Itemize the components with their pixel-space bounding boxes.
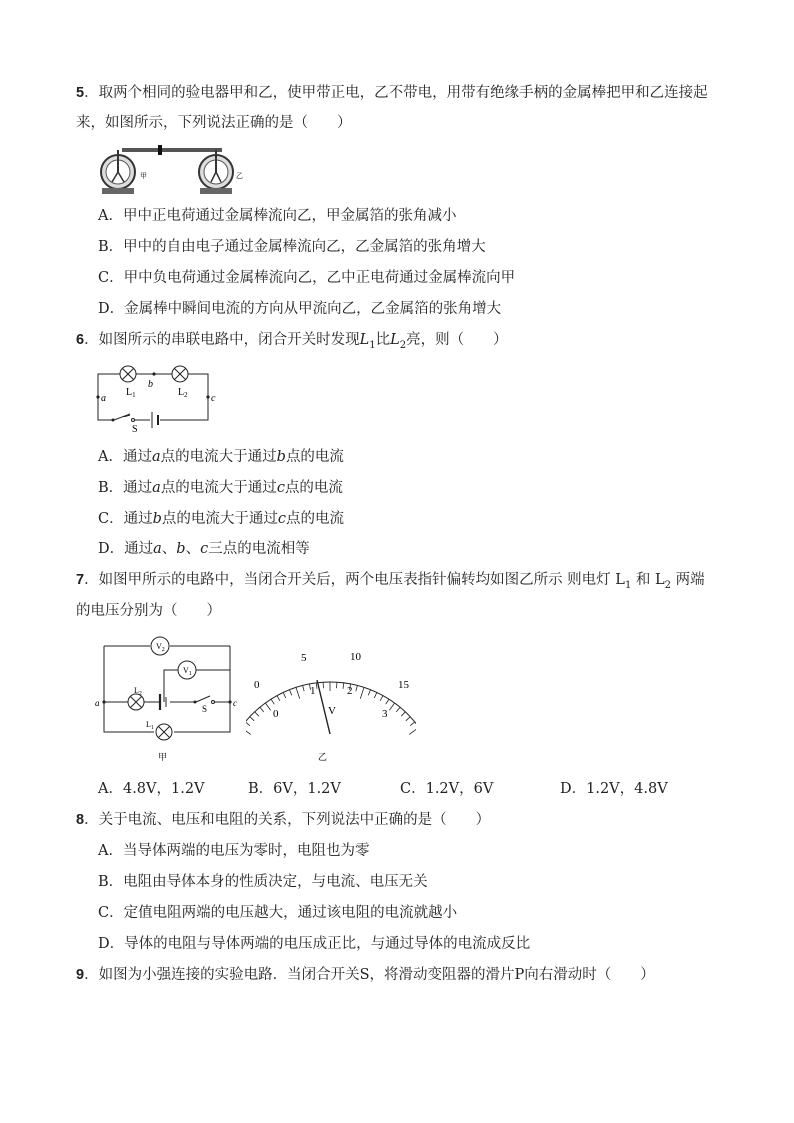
q8-option-a: A．当导体两端的电压为零时，电阻也为零: [98, 843, 370, 859]
lamp-l2-label: $L_2$: [178, 387, 188, 399]
q5-stem-text-1: ．取两个相同的验电器甲和乙，使甲带正电，乙不带电，用带有绝缘手柄的金属棒把甲和乙连接起: [84, 85, 708, 101]
q6-option-b: B．通过a点的电流大于通过c点的电流: [98, 480, 343, 496]
q7-option-c: C．1.2V，6V: [400, 781, 494, 797]
point-a-label: a: [101, 393, 106, 404]
lamp-l1-label: $L_1$: [126, 387, 136, 399]
dial-tick: [386, 699, 389, 704]
dial-tick: [389, 703, 394, 710]
q6-stem: 6．如图所示的串联电路中，闭合开关时发现$L_1$比$L_2$亮，则（ ）: [76, 332, 508, 351]
dial-tick: [303, 685, 304, 691]
q7-voltmeter-dial-figure: [246, 642, 416, 768]
q8-option-c: C．定值电阻两端的电压越大，通过该电阻的电流就越小: [98, 905, 458, 921]
q7-option-b: B．6V，1.2V: [248, 781, 341, 797]
q5-option-a: A．甲中正电荷通过金属棒流向乙，甲金属箔的张角减小: [98, 208, 457, 224]
q8-option-b: B．电阻由导体本身的性质决定，与电流、电压无关: [98, 874, 428, 890]
fig-a-caption: 甲: [158, 752, 168, 762]
q5-option-d: D．金属棒中瞬间电流的方向从甲流向乙，乙金属箔的张角增大: [98, 301, 502, 317]
dial-tick: [316, 683, 317, 689]
unit-v-label: V: [328, 705, 336, 717]
switch-s-label: S: [132, 424, 138, 434]
point-a-label: a: [95, 698, 100, 708]
dial-tick: [343, 683, 344, 689]
q6-number: 6: [76, 332, 85, 348]
q5-number: 5: [76, 85, 85, 101]
q8-option-d: D．导体的电阻与导体两端的电压成正比，与通过导体的电流成反比: [98, 936, 531, 952]
q7-option-d: D．1.2V，4.8V: [560, 781, 668, 797]
dial-tick: [401, 712, 405, 716]
dial-tick: [246, 727, 251, 734]
dial-tick: [255, 712, 259, 716]
q5-option-c: C．甲中负电荷通过金属棒流向乙，乙中正电荷通过金属棒流向甲: [98, 270, 516, 286]
dial-tick: [360, 687, 364, 698]
q6-option-d: D．通过a、b、c三点的电流相等: [98, 541, 310, 557]
q7-number: 7: [76, 572, 85, 588]
q7-stem-line1: 7．如图甲所示的电路中，当闭合开关后，两个电压表指针偏转均如图乙所示 则电灯 $L_1$ 和 $L_2$ 两端: [76, 572, 705, 591]
electroscope-left: [101, 150, 135, 194]
scale-inner-0: 0: [273, 708, 279, 720]
q5-stem-line2: 来，如图所示，下列说法正确的是（ ）: [76, 115, 352, 131]
scale-inner-3: 3: [382, 708, 388, 720]
electroscope-right: [199, 150, 233, 194]
dial-tick: [283, 692, 286, 697]
dial-tick: [409, 727, 416, 734]
lamp-l1-label: $L_1$: [146, 720, 154, 731]
dial-tick: [246, 722, 250, 726]
dial-tick: [356, 685, 357, 691]
metal-rod: [122, 148, 222, 152]
scale-inner-2: 2: [347, 685, 353, 697]
q9-number: 9: [76, 967, 85, 983]
q5-stem-line1: [76, 84, 708, 102]
q6-option-c: C．通过b点的电流大于通过c点的电流: [98, 511, 345, 527]
dial-tick: [271, 699, 274, 704]
q5-electroscope-figure: [98, 142, 248, 196]
dial-tick: [396, 707, 400, 712]
dial-tick: [410, 722, 415, 726]
point-c-label: c: [233, 698, 237, 708]
q8-stem: 8．关于电流、电压和电阻的关系，下列说法中正确的是（ ）: [76, 812, 491, 828]
dial-tick: [380, 696, 383, 701]
q9-stem: 9．如图为小强连接的实验电路．当闭合开关S，将滑动变阻器的滑片P向右滑动时（ ）: [76, 967, 655, 983]
scale-outer-15: 15: [398, 679, 409, 691]
q6-option-a: A．通过a点的电流大于通过b点的电流: [98, 449, 344, 465]
q5-option-b: B．甲中的自由电子通过金属棒流向乙，乙金属箔的张角增大: [98, 239, 486, 255]
scale-inner-1: 1: [310, 685, 316, 697]
dial-tick: [406, 717, 410, 721]
fig-b-caption: 乙: [318, 752, 328, 762]
q7-circuit-figure-a: [94, 636, 244, 766]
q7-option-a: A．4.8V，1.2V: [98, 781, 205, 797]
q7-stem-line2: 的电压分别为（ ）: [76, 603, 221, 619]
insulated-handle: [158, 145, 162, 155]
q5-fig-label-right: 乙: [236, 172, 243, 180]
dial-tick: [368, 690, 370, 696]
dial-tick: [374, 692, 377, 697]
dial-tick: [277, 696, 280, 701]
dial-tick: [260, 707, 264, 712]
voltmeter-v2-label: $V_2$: [156, 642, 165, 653]
dial-tick: [250, 717, 254, 721]
q5-fig-label-left: 甲: [140, 172, 147, 180]
scale-outer-0: 0: [254, 679, 260, 691]
point-b-label: b: [148, 379, 153, 390]
point-c-label: c: [211, 393, 216, 404]
scale-outer-10: 10: [350, 651, 361, 663]
switch-s-label: S: [202, 704, 208, 714]
q8-number: 8: [76, 812, 85, 828]
q6-series-circuit-figure: [92, 360, 222, 434]
dial-tick: [290, 690, 292, 696]
dial-tick: [265, 703, 270, 710]
scale-outer-5: 5: [301, 652, 307, 664]
dial-tick: [296, 687, 300, 698]
lamp-l2-label: $L_2$: [134, 686, 142, 697]
voltmeter-v1-label: $V_1$: [183, 666, 192, 677]
